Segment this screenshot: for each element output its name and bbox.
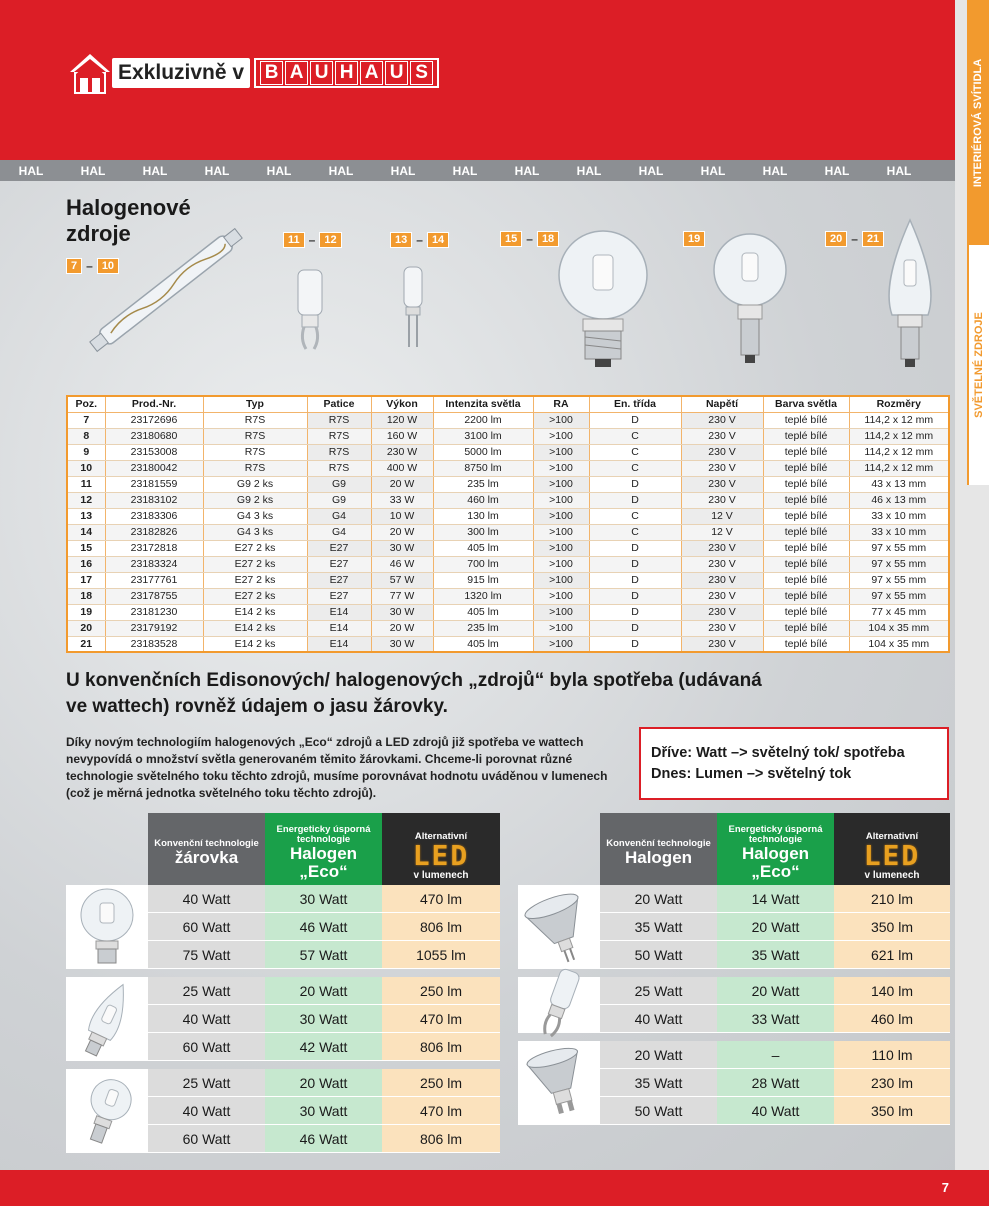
table-cell: R7S — [203, 460, 307, 476]
table-cell: 20 W — [371, 524, 433, 540]
table-cell: 160 W — [371, 428, 433, 444]
house-logo-icon — [66, 50, 114, 96]
table-cell: C — [589, 508, 681, 524]
table-cell: G4 — [307, 508, 371, 524]
table-cell: 15 — [67, 540, 105, 556]
g4-capsule-icon — [398, 262, 428, 352]
table-row — [67, 444, 949, 460]
table-cell: 915 lm — [433, 572, 533, 588]
watt-halogen-eco: 28 Watt — [717, 1069, 834, 1097]
table-cell: E14 2 ks — [203, 604, 307, 620]
lumen-led: 1055 lm — [382, 941, 500, 969]
table-cell: >100 — [533, 428, 589, 444]
brand-prefix: Exkluzivně v — [112, 58, 250, 88]
header-halogen-eco: Energeticky úsporná technologie Halogen „Eco“ — [717, 813, 834, 885]
table-row — [67, 636, 949, 652]
table-row — [67, 476, 949, 492]
intro-paragraph: Díky novým technologiím halogenových „Eco“ zdrojů a LED zdrojů již spotřeba ve wattech nevypovídá o množství světla generovaném těmito žárovkami. Chceme-li porovnat různé technologie světelného toku těchto zdrojů, musíme porovnávat hodnotu uváděnou v lumenech (což je měrná jednotka světelného toku těchto zdrojů). — [66, 735, 608, 800]
table-row — [67, 412, 949, 428]
table-cell: R7S — [203, 428, 307, 444]
gu10-spot-icon — [518, 1041, 600, 1125]
badge-19: 19 — [683, 231, 705, 247]
table-cell: 12 V — [681, 524, 763, 540]
table-cell: 114,2 x 12 mm — [849, 460, 949, 476]
table-cell: teplé bílé — [763, 524, 849, 540]
lumen-led: 250 lm — [382, 1069, 500, 1097]
table-row — [67, 604, 949, 620]
watt-halogen-eco: 20 Watt — [265, 1069, 382, 1097]
table-cell: 23177761 — [105, 572, 203, 588]
table-cell: 23183102 — [105, 492, 203, 508]
comparison-header — [518, 813, 950, 885]
table-cell: D — [589, 588, 681, 604]
table-cell: teplé bílé — [763, 476, 849, 492]
badge-13-14: 13 – 14 — [390, 232, 449, 248]
lumen-led: 140 lm — [834, 977, 950, 1005]
table-row — [67, 460, 949, 476]
table-cell: 97 x 55 mm — [849, 572, 949, 588]
table-cell: 23182826 — [105, 524, 203, 540]
lumen-led: 350 lm — [834, 1097, 950, 1125]
watt-halogen-eco: 30 Watt — [265, 1005, 382, 1033]
table-cell: 700 lm — [433, 556, 533, 572]
table-cell: teplé bílé — [763, 620, 849, 636]
table-cell: 405 lm — [433, 540, 533, 556]
badge-11-12: 11 – 12 — [283, 232, 342, 248]
table-cell: 1320 lm — [433, 588, 533, 604]
table-row — [67, 588, 949, 604]
table-cell: >100 — [533, 444, 589, 460]
table-cell: 23180042 — [105, 460, 203, 476]
table-cell: 405 lm — [433, 636, 533, 652]
watt-halogen-eco: 57 Watt — [265, 941, 382, 969]
table-cell: teplé bílé — [763, 412, 849, 428]
watt-halogen-eco: 46 Watt — [265, 913, 382, 941]
table-cell: 9 — [67, 444, 105, 460]
table-cell: 30 W — [371, 604, 433, 620]
table-cell: 77 x 45 mm — [849, 604, 949, 620]
table-cell: G4 3 ks — [203, 508, 307, 524]
table-cell: E27 — [307, 588, 371, 604]
watt-conventional: 40 Watt — [148, 885, 265, 913]
table-cell: E27 — [307, 572, 371, 588]
table-cell: E14 — [307, 636, 371, 652]
candle-bulb-icon — [66, 977, 148, 1061]
table-cell: 130 lm — [433, 508, 533, 524]
table-cell: 23183528 — [105, 636, 203, 652]
comparison-group — [518, 977, 950, 1033]
bauhaus-logo: B A U H A U S — [254, 58, 439, 88]
table-cell: 3100 lm — [433, 428, 533, 444]
header-halogen-eco: Energeticky úsporná technologie Halogen „Eco“ — [265, 813, 382, 885]
table-cell: E27 — [307, 556, 371, 572]
table-cell: 230 V — [681, 556, 763, 572]
table-cell: teplé bílé — [763, 444, 849, 460]
watt-conventional: 60 Watt — [148, 1125, 265, 1153]
table-cell: 23153008 — [105, 444, 203, 460]
table-cell: 120 W — [371, 412, 433, 428]
watt-halogen-eco: 30 Watt — [265, 1097, 382, 1125]
watt-halogen-eco: 40 Watt — [717, 1097, 834, 1125]
table-cell: 23183324 — [105, 556, 203, 572]
table-row — [67, 508, 949, 524]
table-cell: 23181559 — [105, 476, 203, 492]
table-cell: 405 lm — [433, 604, 533, 620]
table-cell: E27 2 ks — [203, 588, 307, 604]
table-cell: 30 W — [371, 636, 433, 652]
table-cell: 21 — [67, 636, 105, 652]
table-cell: E27 2 ks — [203, 572, 307, 588]
table-cell: G9 2 ks — [203, 476, 307, 492]
table-cell: 114,2 x 12 mm — [849, 428, 949, 444]
table-cell: R7S — [307, 460, 371, 476]
table-cell: R7S — [307, 412, 371, 428]
table-cell: D — [589, 476, 681, 492]
watt-conventional: 60 Watt — [148, 1033, 265, 1061]
table-cell: teplé bílé — [763, 540, 849, 556]
lumen-led: 806 lm — [382, 1125, 500, 1153]
table-cell: 230 V — [681, 620, 763, 636]
watt-conventional: 25 Watt — [148, 977, 265, 1005]
e14-golf-bulb-icon — [710, 225, 790, 370]
table-cell: D — [589, 540, 681, 556]
table-cell: teplé bílé — [763, 636, 849, 652]
table-cell: >100 — [533, 620, 589, 636]
table-row — [67, 620, 949, 636]
table-cell: >100 — [533, 572, 589, 588]
watt-halogen-eco: 20 Watt — [265, 977, 382, 1005]
table-cell: >100 — [533, 636, 589, 652]
capsule-bulb-icon — [518, 977, 600, 1033]
table-cell: teplé bílé — [763, 572, 849, 588]
table-cell: 8 — [67, 428, 105, 444]
watt-conventional: 50 Watt — [600, 1097, 717, 1125]
table-cell: 235 lm — [433, 620, 533, 636]
table-cell: >100 — [533, 540, 589, 556]
footer-band — [0, 1170, 989, 1206]
table-cell: 230 V — [681, 636, 763, 652]
table-cell: C — [589, 428, 681, 444]
lumen-led: 806 lm — [382, 913, 500, 941]
lumen-led: 110 lm — [834, 1041, 950, 1069]
table-cell: 13 — [67, 508, 105, 524]
watt-conventional: 50 Watt — [600, 941, 717, 969]
table-cell: >100 — [533, 604, 589, 620]
badge-7-10: 7 – 10 — [66, 258, 119, 274]
table-cell: 23178755 — [105, 588, 203, 604]
table-cell: >100 — [533, 460, 589, 476]
lumen-led: 230 lm — [834, 1069, 950, 1097]
watt-conventional: 40 Watt — [600, 1005, 717, 1033]
watt-halogen-eco: 33 Watt — [717, 1005, 834, 1033]
table-cell: 97 x 55 mm — [849, 540, 949, 556]
table-cell: 114,2 x 12 mm — [849, 412, 949, 428]
table-cell: teplé bílé — [763, 428, 849, 444]
lumen-led: 210 lm — [834, 885, 950, 913]
watt-conventional: 40 Watt — [148, 1005, 265, 1033]
watt-halogen-eco: – — [717, 1041, 834, 1069]
table-cell: 97 x 55 mm — [849, 588, 949, 604]
classic-bulb-icon — [66, 885, 148, 969]
table-cell: 20 — [67, 620, 105, 636]
table-cell: 230 V — [681, 588, 763, 604]
watt-conventional: 20 Watt — [600, 1041, 717, 1069]
comparison-group — [518, 885, 950, 969]
table-cell: 23179192 — [105, 620, 203, 636]
comparison-group — [66, 1069, 500, 1153]
comparison-group — [66, 977, 500, 1061]
table-cell: 460 lm — [433, 492, 533, 508]
table-cell: >100 — [533, 588, 589, 604]
table-cell: 97 x 55 mm — [849, 556, 949, 572]
page-number: 7 — [941, 1180, 949, 1195]
table-cell: 104 x 35 mm — [849, 636, 949, 652]
header-led: Alternativní LED v lumenech — [382, 813, 500, 885]
table-cell: 12 — [67, 492, 105, 508]
lumen-led: 460 lm — [834, 1005, 950, 1033]
tab-interior-lights[interactable]: INTERIÉROVÁ SVÍTIDLA — [967, 0, 989, 245]
table-row — [67, 556, 949, 572]
table-cell: 57 W — [371, 572, 433, 588]
table-cell: 33 x 10 mm — [849, 524, 949, 540]
table-cell: R7S — [307, 428, 371, 444]
watt-halogen-eco: 14 Watt — [717, 885, 834, 913]
e14-candle-bulb-icon — [880, 215, 940, 375]
reflector-bulb-icon — [518, 885, 600, 969]
watt-conventional: 40 Watt — [148, 1097, 265, 1125]
watt-lumen-callout: Dříve: Watt –> světelný tok/ spotřeba Dnes: Lumen –> světelný tok — [639, 727, 949, 800]
table-cell: G9 — [307, 492, 371, 508]
table-cell: >100 — [533, 524, 589, 540]
table-cell: E14 2 ks — [203, 636, 307, 652]
table-cell: E14 2 ks — [203, 620, 307, 636]
table-cell: 7 — [67, 412, 105, 428]
table-cell: 20 W — [371, 476, 433, 492]
table-cell: >100 — [533, 508, 589, 524]
g9-capsule-icon — [290, 265, 330, 355]
table-cell: R7S — [307, 444, 371, 460]
table-cell: R7S — [203, 444, 307, 460]
table-cell: >100 — [533, 556, 589, 572]
hal-category-bar: HAL HAL HAL HAL HAL HAL HAL HAL HAL HAL HAL HAL HAL HAL HAL — [0, 160, 955, 181]
table-cell: G4 3 ks — [203, 524, 307, 540]
table-cell: D — [589, 412, 681, 428]
section-title: Halogenové zdroje — [66, 195, 191, 246]
table-cell: 230 V — [681, 604, 763, 620]
table-cell: 235 lm — [433, 476, 533, 492]
table-cell: G4 — [307, 524, 371, 540]
brand-banner — [66, 50, 439, 96]
table-cell: 400 W — [371, 460, 433, 476]
watt-conventional: 25 Watt — [148, 1069, 265, 1097]
table-cell: G9 2 ks — [203, 492, 307, 508]
table-cell: 10 W — [371, 508, 433, 524]
watt-halogen-eco: 35 Watt — [717, 941, 834, 969]
table-cell: 8750 lm — [433, 460, 533, 476]
table-cell: 23181230 — [105, 604, 203, 620]
watt-conventional: 35 Watt — [600, 1069, 717, 1097]
table-cell: D — [589, 556, 681, 572]
table-cell: 230 V — [681, 476, 763, 492]
table-cell: 33 W — [371, 492, 433, 508]
table-cell: teplé bílé — [763, 508, 849, 524]
table-cell: G9 — [307, 476, 371, 492]
watt-halogen-eco: 42 Watt — [265, 1033, 382, 1061]
golf-bulb-icon — [66, 1069, 148, 1153]
table-cell: C — [589, 524, 681, 540]
lumen-led: 470 lm — [382, 1005, 500, 1033]
table-row — [67, 540, 949, 556]
table-cell: E27 2 ks — [203, 556, 307, 572]
table-cell: 14 — [67, 524, 105, 540]
table-cell: 5000 lm — [433, 444, 533, 460]
lumen-led: 470 lm — [382, 1097, 500, 1125]
table-cell: D — [589, 492, 681, 508]
table-cell: 300 lm — [433, 524, 533, 540]
watt-halogen-eco: 20 Watt — [717, 913, 834, 941]
header-led: Alternativní LED v lumenech — [834, 813, 950, 885]
table-cell: >100 — [533, 492, 589, 508]
watt-conventional: 60 Watt — [148, 913, 265, 941]
lumen-led: 470 lm — [382, 885, 500, 913]
table-cell: 230 W — [371, 444, 433, 460]
table-cell: 230 V — [681, 572, 763, 588]
table-cell: C — [589, 444, 681, 460]
lumen-led: 250 lm — [382, 977, 500, 1005]
led-icon: LED — [863, 839, 921, 872]
led-icon: LED — [412, 839, 470, 872]
table-cell: E27 — [307, 540, 371, 556]
table-cell: 2200 lm — [433, 412, 533, 428]
table-cell: 23172696 — [105, 412, 203, 428]
table-cell: 104 x 35 mm — [849, 620, 949, 636]
table-cell: >100 — [533, 476, 589, 492]
watt-halogen-eco: 46 Watt — [265, 1125, 382, 1153]
table-cell: 30 W — [371, 540, 433, 556]
watt-conventional: 20 Watt — [600, 885, 717, 913]
table-cell: teplé bílé — [763, 492, 849, 508]
badge-15-18: 15 – 18 — [500, 231, 559, 247]
table-cell: 12 V — [681, 508, 763, 524]
table-cell: 23183306 — [105, 508, 203, 524]
lumen-led: 350 lm — [834, 913, 950, 941]
watt-conventional: 35 Watt — [600, 913, 717, 941]
comparison-table-halogen — [518, 813, 950, 1125]
lumen-led: 621 lm — [834, 941, 950, 969]
header-conventional: Konvenční technologie žárovka — [148, 813, 265, 885]
table-cell: 46 x 13 mm — [849, 492, 949, 508]
watt-halogen-eco: 20 Watt — [717, 977, 834, 1005]
table-cell: 230 V — [681, 460, 763, 476]
comparison-header — [66, 813, 500, 885]
table-cell: 33 x 10 mm — [849, 508, 949, 524]
comparison-table-incandescent — [66, 813, 500, 1153]
spec-table — [66, 395, 950, 653]
table-cell: 18 — [67, 588, 105, 604]
comparison-group — [66, 885, 500, 969]
watt-conventional: 75 Watt — [148, 941, 265, 969]
table-cell: teplé bílé — [763, 460, 849, 476]
table-cell: 19 — [67, 604, 105, 620]
table-cell: D — [589, 620, 681, 636]
table-cell: 77 W — [371, 588, 433, 604]
comparison-group — [518, 1041, 950, 1125]
table-cell: teplé bílé — [763, 556, 849, 572]
table-cell: 230 V — [681, 444, 763, 460]
table-header-row: Poz. Prod.-Nr. Typ Patice Výkon Intenzita světla RA En. třída Napětí Barva světla Rozměry — [67, 396, 949, 412]
table-cell: 11 — [67, 476, 105, 492]
table-cell: 46 W — [371, 556, 433, 572]
table-cell: D — [589, 604, 681, 620]
table-row — [67, 428, 949, 444]
table-row — [67, 572, 949, 588]
table-cell: 16 — [67, 556, 105, 572]
table-cell: 17 — [67, 572, 105, 588]
table-cell: C — [589, 460, 681, 476]
table-cell: 23172818 — [105, 540, 203, 556]
table-cell: R7S — [203, 412, 307, 428]
table-cell: 23180680 — [105, 428, 203, 444]
table-row — [67, 524, 949, 540]
table-cell: 230 V — [681, 428, 763, 444]
table-cell: D — [589, 636, 681, 652]
table-cell: E14 — [307, 620, 371, 636]
e27-classic-bulb-icon — [553, 225, 653, 375]
comparison-headline: U konvenčních Edisonových/ halogenových „zdrojů“ byla spotřeba (udávaná ve wattech) rovněž údajem o jasu žárovky. — [66, 670, 762, 717]
table-cell: teplé bílé — [763, 588, 849, 604]
table-cell: 230 V — [681, 540, 763, 556]
table-row — [67, 492, 949, 508]
table-cell: 43 x 13 mm — [849, 476, 949, 492]
table-cell: 114,2 x 12 mm — [849, 444, 949, 460]
badge-20-21: 20 – 21 — [825, 231, 884, 247]
table-cell: >100 — [533, 412, 589, 428]
table-cell: E27 2 ks — [203, 540, 307, 556]
header-conventional: Konvenční technologie Halogen — [600, 813, 717, 885]
lumen-led: 806 lm — [382, 1033, 500, 1061]
table-cell: D — [589, 572, 681, 588]
table-cell: 230 V — [681, 492, 763, 508]
table-cell: E14 — [307, 604, 371, 620]
table-cell: 10 — [67, 460, 105, 476]
table-cell: 20 W — [371, 620, 433, 636]
table-cell: teplé bílé — [763, 604, 849, 620]
watt-halogen-eco: 30 Watt — [265, 885, 382, 913]
tab-light-sources[interactable]: SVĚTELNÉ ZDROJE — [967, 245, 989, 485]
r7s-tube-icon — [66, 205, 266, 375]
watt-conventional: 25 Watt — [600, 977, 717, 1005]
table-cell: 230 V — [681, 412, 763, 428]
